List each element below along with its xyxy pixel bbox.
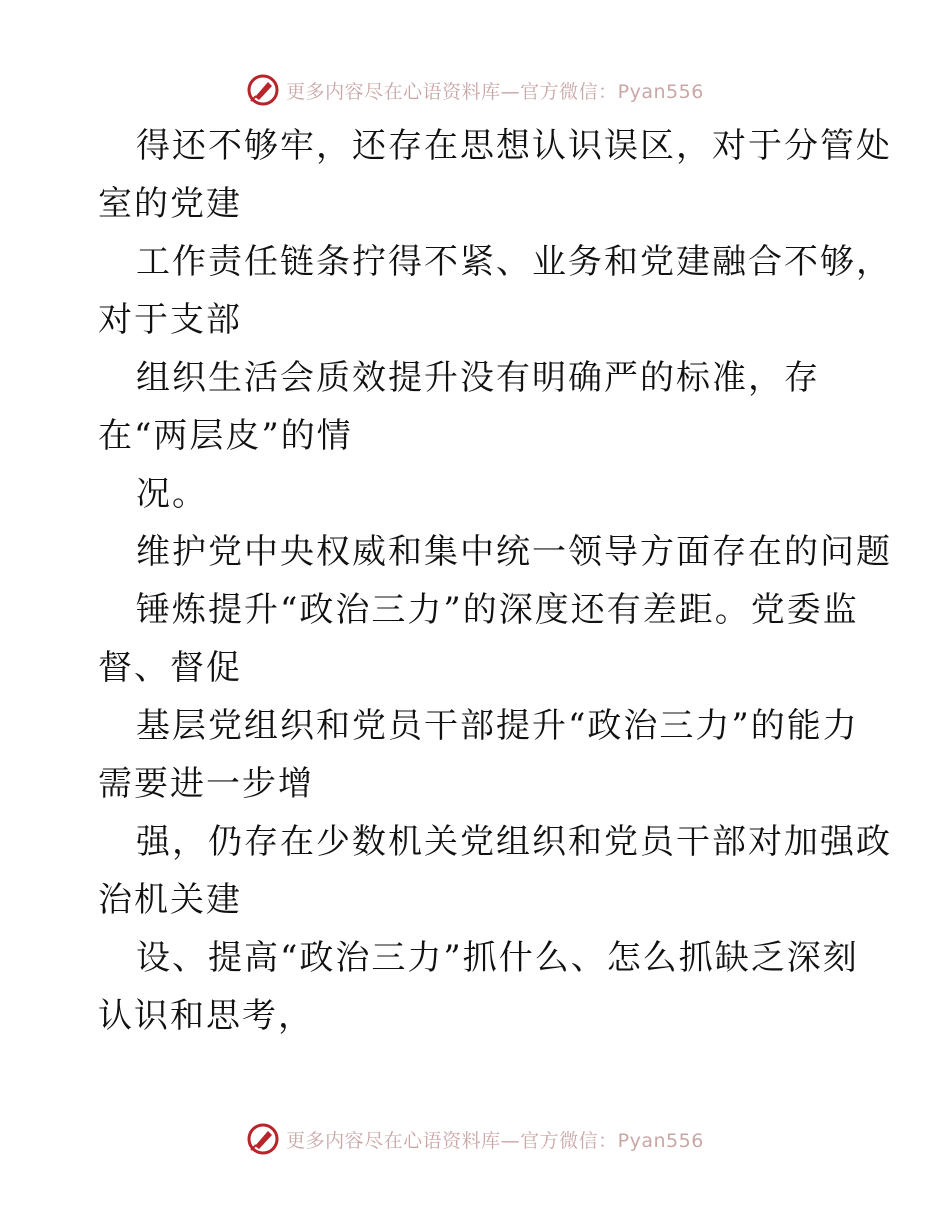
text-line: 认识和思考，: [98, 996, 314, 1036]
watermark-text: 更多内容尽在心语资料库—官方微信：Pyan556: [286, 1129, 704, 1152]
text-line: 需要进一步增: [98, 764, 314, 804]
logo-icon: [246, 1122, 280, 1156]
header-watermark: [0, 70, 950, 110]
footer-watermark: [0, 1119, 950, 1159]
text-line: 工作责任链条拧得不紧、业务和党建融合不够，: [136, 242, 892, 282]
text-line: 维护党中央权威和集中统一领导方面存在的问题: [136, 532, 892, 572]
text-line: 在“两层皮”的情: [98, 416, 353, 456]
text-line: 锤炼提升“政治三力”的深度还有差距。党委监: [136, 590, 859, 630]
text-line: 强，仍存在少数机关党组织和党员干部对加强政: [136, 822, 892, 862]
text-line: 督、督促: [98, 648, 242, 688]
text-line: 组织生活会质效提升没有明确严的标准，存: [136, 358, 820, 398]
text-line: 室的党建: [98, 184, 242, 224]
text-line: 治机关建: [98, 880, 242, 920]
watermark-text: 更多内容尽在心语资料库—官方微信：Pyan556: [286, 80, 704, 103]
text-line: 得还不够牢，还存在思想认识误区，对于分管处: [136, 126, 892, 166]
text-line: 况。: [136, 474, 208, 514]
text-line: 对于支部: [98, 300, 242, 340]
logo-icon: [246, 73, 280, 107]
document-body: [98, 117, 892, 1045]
text-line: 设、提高“政治三力”抓什么、怎么抓缺乏深刻: [136, 938, 859, 978]
text-line: 基层党组织和党员干部提升“政治三力”的能力: [136, 706, 859, 746]
